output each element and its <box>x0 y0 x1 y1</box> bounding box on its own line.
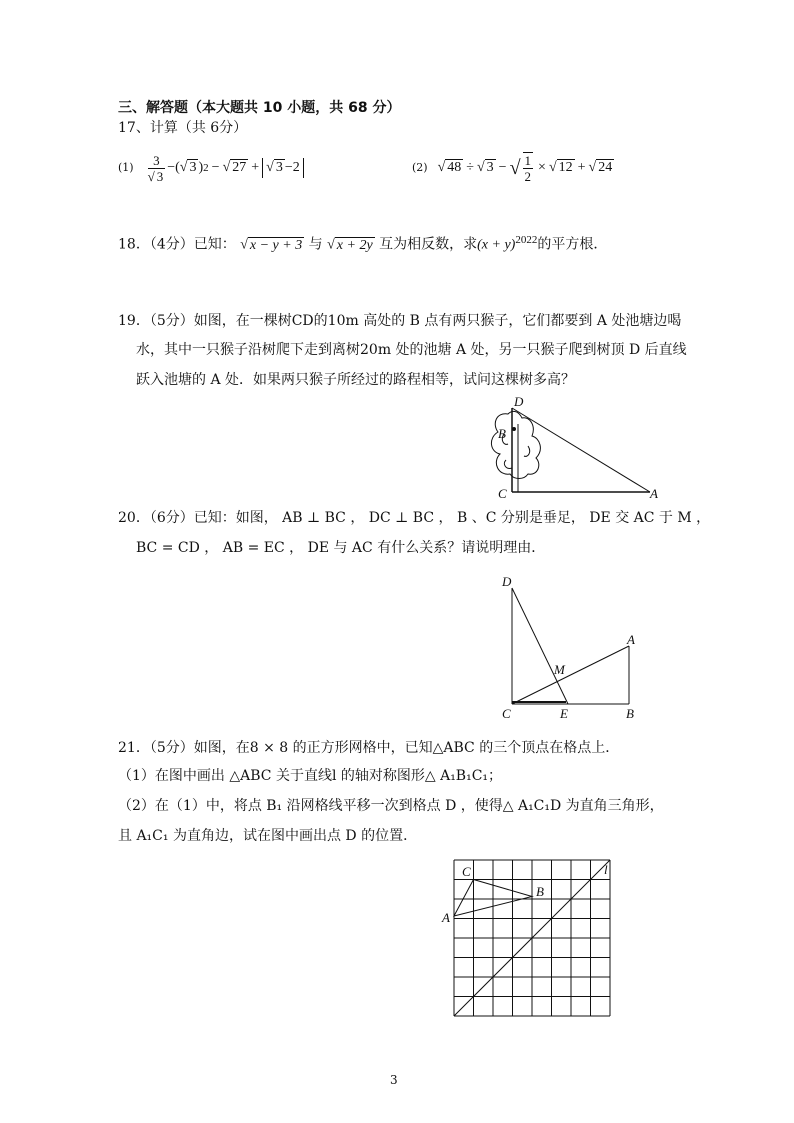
q17-p2-sqrt12: 12 <box>558 160 573 175</box>
q18-exponent: 2022 <box>515 234 538 246</box>
q17-p1-abs-sqrt: 3 <box>275 160 283 175</box>
q17-p1-t4: + <box>251 160 260 175</box>
q17-p1-sqrt3: 3 <box>189 160 197 175</box>
q18-radicand2: x + 2y <box>336 237 373 253</box>
q17-p2-sqrt3: 3 <box>486 160 494 175</box>
q17-part1-label: (1) <box>118 161 134 174</box>
q17-p2-sqrt24: 24 <box>598 160 613 175</box>
q20-line2: BC = CD ， AB = EC ， DE 与 AC 有什么关系？请说明理由． <box>136 540 546 556</box>
q17-p1-t2: ) <box>198 160 204 175</box>
q17-p1-fraction: $\frac{3}{√ 3}$ <box>147 152 164 184</box>
label-m: M <box>554 662 565 677</box>
q19-figure <box>478 394 668 502</box>
q17-p1-sqrt27: 27 <box>232 160 247 175</box>
q17-p1-exponent: 2 <box>203 162 209 174</box>
q19-line3: 跃入池塘的 A 处．如果两只猴子所经过的路程相等，试问这棵树多高？ <box>136 372 576 388</box>
label-l: l <box>604 862 608 877</box>
page-number: 3 <box>390 1073 398 1087</box>
label-e: E <box>560 706 568 721</box>
q18-expr: (x + y) <box>477 237 516 253</box>
q17-title: 17、计算（共 6分） <box>118 120 248 136</box>
section-title: 三、解答题（本大题共 10 小题，共 68 分） <box>118 100 401 116</box>
q17-p1-t1: −( <box>167 160 180 175</box>
label-d: D <box>502 574 512 589</box>
q18: 18．（4分）已知： √ x − y + 3 与 √ x + 2y 互为相反数，求$(x + y)^{2022}$的平方根． <box>118 234 608 253</box>
q17-p2-times: × <box>538 160 546 175</box>
label-b: B <box>626 706 634 721</box>
q17-p1-abs-tail: −2 <box>284 160 300 175</box>
line-da <box>512 408 650 492</box>
frac-numerator: 3 <box>148 153 166 169</box>
half-denominator: 2 <box>524 169 532 184</box>
q18-mid: 与 <box>308 236 323 253</box>
tree-crown-detail <box>502 434 529 468</box>
label-a: A <box>442 910 450 925</box>
q17-part2: (2) √ 48 ÷ √ 3 − √ $\frac{1}{2}$ × √ 12 + √ 24 <box>412 153 613 184</box>
q19-line1: 19．（5分）如图，在一棵树CD的10m 高处的 B 点有两只猴子，它们都要到 A 处池塘边喝 <box>118 313 682 329</box>
tree-crown <box>491 411 540 478</box>
q17-p2-div: ÷ <box>466 160 474 175</box>
label-b: B <box>498 426 506 441</box>
q20-figure <box>496 574 646 722</box>
q17-p2-minus: − <box>498 160 507 175</box>
q21-grid-figure <box>438 852 624 1022</box>
q17-p2-half <box>523 152 534 184</box>
label-a: A <box>650 486 658 501</box>
point-b <box>512 427 516 431</box>
label-b: B <box>536 884 544 899</box>
frac-denominator: 3 <box>156 168 164 184</box>
label-a: A <box>627 632 635 647</box>
q18-tail: 的平方根． <box>537 236 608 253</box>
q19-line2: 水，其中一只猴子沿树爬下走到离树20m 处的池塘 A 处，另一只猴子爬到树顶 D 后直线 <box>136 342 687 358</box>
label-c: C <box>462 864 471 879</box>
q17-part2-label: (2) <box>412 161 428 174</box>
line-de <box>512 588 568 704</box>
q21-line1: 21．（5分）如图，在8 × 8 的正方形网格中，已知△ABC 的三个顶点在格点上． <box>118 740 620 756</box>
q18-prefix: 18．（4分）已知： <box>118 236 236 253</box>
q21-line2: （1）在图中画出 △ABC 关于直线l 的轴对称图形△ A₁B₁C₁； <box>118 768 503 784</box>
q18-text2: 互为相反数，求 <box>379 236 478 253</box>
label-d: D <box>514 394 524 409</box>
label-c: C <box>502 706 511 721</box>
q18-radicand1: x − y + 3 <box>249 237 303 253</box>
label-c: C <box>498 486 507 501</box>
q21-line3: （2）在（1）中，将点 B₁ 沿网格线平移一次到格点 D ，使得△ A₁C₁D 为直角三角形， <box>118 798 664 814</box>
q17-p2-sqrt48: 48 <box>447 160 462 175</box>
half-numerator: 1 <box>524 153 532 168</box>
q17-p1-t3: − <box>211 160 220 175</box>
q21-line4: 且 A₁C₁ 为直角边，试在图中画出点 D 的位置． <box>118 828 418 844</box>
q17-part1: (1) $\frac{3}{√ 3}$ −( √ 3 ) 2 − √ 27 + √ 3 −2 <box>118 150 304 186</box>
q17-p2-plus: + <box>577 160 586 175</box>
q20-line1: 20．（6分）已知：如图， AB ⊥ BC ， DC ⊥ BC ， B 、C 分别是垂足， DE 交 AC 于 M ， <box>118 510 711 526</box>
line-ca <box>512 646 629 704</box>
